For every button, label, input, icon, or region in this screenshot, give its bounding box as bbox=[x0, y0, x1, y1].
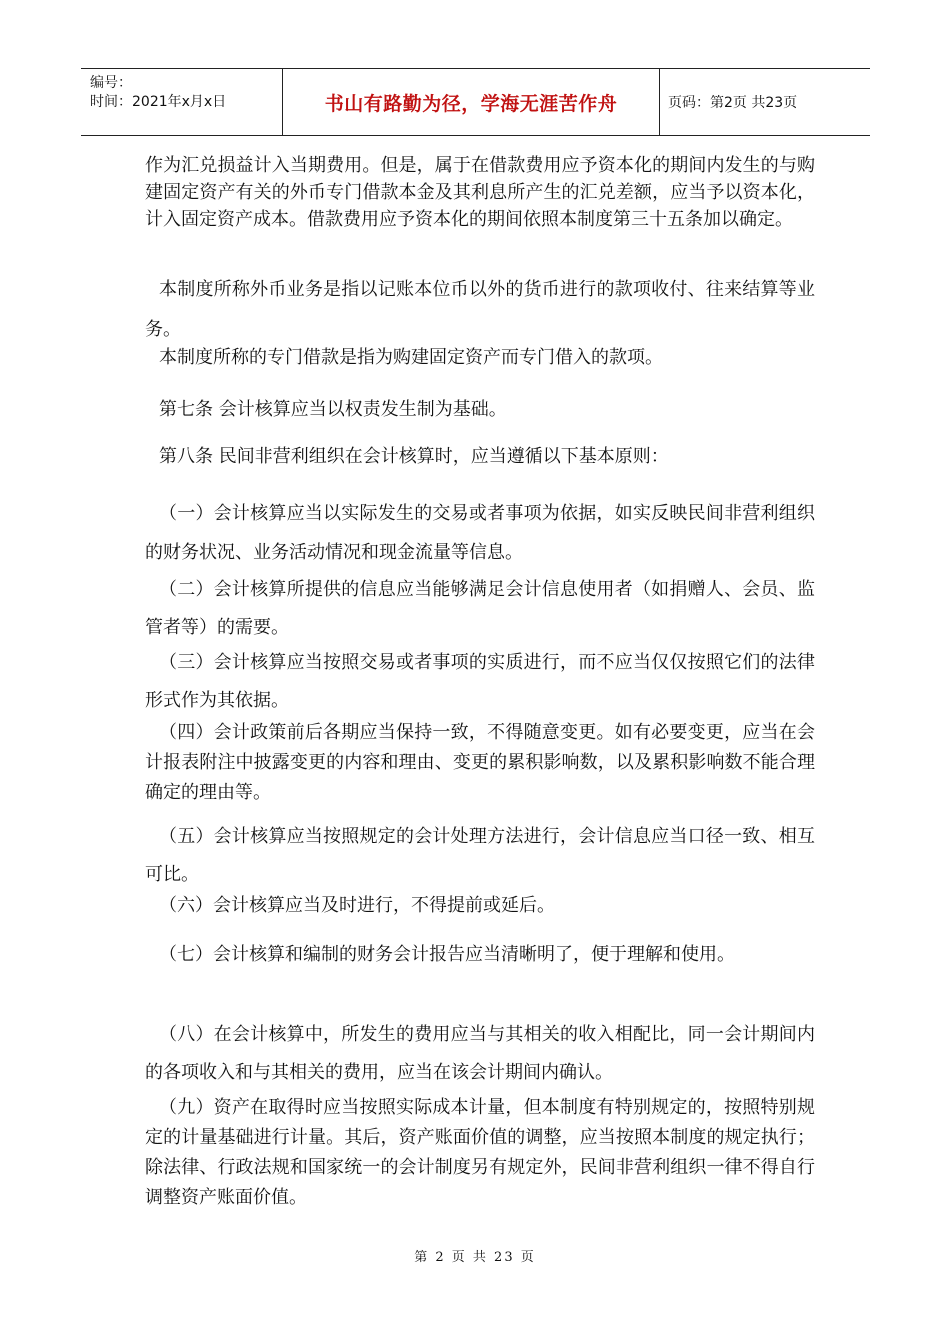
paragraph-item-9: （九）资产在取得时应当按照实际成本计量，但本制度有特别规定的，按照特别规定的计量基础进行计量。其后，资产账面价值的调整，应当按照本制度的规定执行；除法律、行政法规和国家统一的会计制度另有规定外，民间非营利组织一律不得自行调整资产账面价值。 bbox=[145, 1097, 815, 1208]
paragraph-item-4: （四）会计政策前后各期应当保持一致，不得随意变更。如有必要变更，应当在会计报表附注中披露变更的内容和理由、变更的累积影响数，以及累积影响数不能合理确定的理由等。 bbox=[145, 722, 815, 803]
paragraph-article-8: 第八条 民间非营利组织在会计核算时，应当遵循以下基本原则： bbox=[159, 446, 669, 467]
paragraph-2: 本制度所称外币业务是指以记账本位币以外的货币进行的款项收付、往来结算等业务。 bbox=[145, 279, 815, 340]
paragraph-3: 本制度所称的专门借款是指为购建固定资产而专门借入的款项。 bbox=[159, 347, 663, 368]
paragraph-item-2: （二）会计核算所提供的信息应当能够满足会计信息使用者（如捐赠人、会员、监管者等）的需要。 bbox=[145, 579, 815, 638]
header-meta bbox=[81, 69, 283, 135]
paragraph-item-5: （五）会计核算应当按照规定的会计处理方法进行，会计信息应当口径一致、相互可比。 bbox=[145, 826, 815, 885]
paragraph-item-6: （六）会计核算应当及时进行，不得提前或延后。 bbox=[159, 895, 555, 916]
paragraph-article-7: 第七条 会计核算应当以权责发生制为基础。 bbox=[159, 399, 507, 420]
page-footer: 第 2 页 共 23 页 bbox=[414, 1250, 536, 1265]
header-page-label: 页码：第2页 共23页 bbox=[668, 95, 798, 111]
paragraph-1: 作为汇兑损益计入当期费用。但是，属于在借款费用应予资本化的期间内发生的与购建固定资产有关的外币专门借款本金及其利息所产生的汇兑差额，应当予以资本化，计入固定资产成本。借款费用应予资本化的期间依照本制度第三十五条加以确定。 bbox=[145, 155, 815, 230]
page-header bbox=[81, 68, 870, 136]
paragraph-item-8: （八）在会计核算中，所发生的费用应当与其相关的收入相配比，同一会计期间内的各项收入和与其相关的费用，应当在该会计期间内确认。 bbox=[145, 1024, 815, 1083]
header-motto: 书山有路勤为径，学海无涯苦作舟 bbox=[283, 69, 660, 135]
paragraph-item-1: （一）会计核算应当以实际发生的交易或者事项为依据，如实反映民间非营利组织的财务状况、业务活动情况和现金流量等信息。 bbox=[145, 503, 815, 563]
paragraph-item-3: （三）会计核算应当按照交易或者事项的实质进行，而不应当仅仅按照它们的法律形式作为其依据。 bbox=[145, 652, 815, 711]
paragraph-item-7: （七）会计核算和编制的财务会计报告应当清晰明了，便于理解和使用。 bbox=[159, 944, 735, 965]
doc-date-label: 时间：2021年x月x日 bbox=[90, 94, 227, 110]
doc-number-label: 编号： bbox=[90, 75, 132, 91]
